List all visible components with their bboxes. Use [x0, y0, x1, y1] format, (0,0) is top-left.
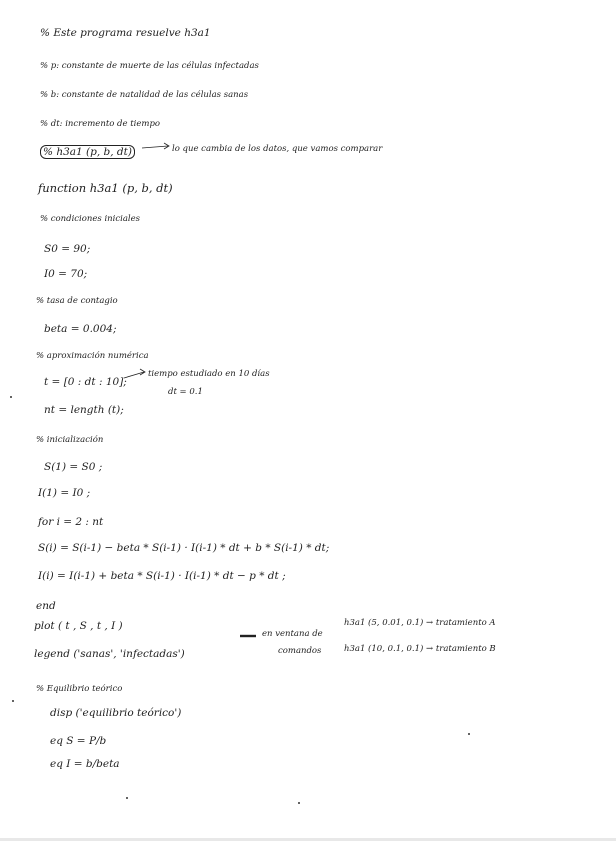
label-command-window-1: en ventana de [262, 629, 323, 639]
comment-contagion-rate: % tasa de contagio [36, 296, 118, 306]
code-i0-assignment: I0 = 70; [44, 268, 88, 280]
code-legend-call: legend ('sanas', 'infectadas') [34, 648, 185, 660]
code-i-update-equation: I(i) = I(i-1) + beta * S(i-1) · I(i-1) * dt − p * dt ; [38, 570, 286, 582]
stray-mark [298, 802, 300, 804]
stray-mark [126, 797, 128, 799]
code-end: end [36, 600, 56, 612]
annotation-time-studied: tiempo estudiado en 10 días [148, 369, 270, 379]
annotation-dt-value: dt = 0.1 [168, 387, 203, 397]
comment-b-definition: % b: constante de natalidad de las células sanas [40, 90, 249, 100]
code-eq-s: eq S = P/b [50, 735, 107, 747]
comment-numerical-approx: % aproximación numérica [36, 351, 149, 361]
arrow-line [142, 146, 168, 148]
page-bottom-edge [0, 838, 616, 841]
signature-text: % h3a1 (p, b, dt) [40, 145, 135, 159]
comment-theoretical-equilibrium: % Equilibrio teórico [36, 684, 123, 694]
code-treatment-b-call: h3a1 (10, 0.1, 0.1) → tratamiento B [344, 644, 496, 654]
comment-p-definition: % p: constante de muerte de las células infectadas [40, 61, 259, 71]
arrow-line-time [124, 372, 144, 378]
code-eq-i: eq I = b/beta [50, 758, 120, 770]
code-beta-assignment: beta = 0.004; [44, 323, 117, 335]
comment-program-description: % Este programa resuelve h3a1 [40, 27, 211, 39]
comment-initialization: % inicialización [36, 435, 104, 445]
code-s0-assignment: S0 = 90; [44, 243, 91, 255]
code-s-update-equation: S(i) = S(i-1) − beta * S(i-1) · I(i-1) * dt + b * S(i-1) * dt; [38, 542, 330, 554]
code-i1-assignment: I(1) = I0 ; [38, 487, 91, 499]
code-disp-call: disp ('equilibrio teórico') [50, 707, 182, 719]
comment-initial-conditions: % condiciones iniciales [40, 214, 141, 224]
comment-dt-definition: % dt: incremento de tiempo [40, 119, 161, 129]
code-s1-assignment: S(1) = S0 ; [44, 461, 103, 473]
code-nt-length: nt = length (t); [44, 404, 124, 416]
stray-mark [468, 733, 470, 735]
label-command-window-2: comandos [278, 646, 322, 656]
annotation-changing-data: lo que cambia de los datos, que vamos comparar [172, 144, 383, 154]
function-declaration: function h3a1 (p, b, dt) [38, 181, 173, 195]
code-for-loop: for i = 2 : nt [38, 516, 104, 528]
code-time-vector: t = [0 : dt : 10]; [44, 376, 127, 388]
stray-mark [10, 396, 12, 398]
stray-mark [12, 700, 14, 702]
code-treatment-a-call: h3a1 (5, 0.01, 0.1) → tratamiento A [344, 618, 496, 628]
arrow-head-time [140, 369, 145, 375]
code-plot-call: plot ( t , S , t , I ) [34, 620, 123, 632]
